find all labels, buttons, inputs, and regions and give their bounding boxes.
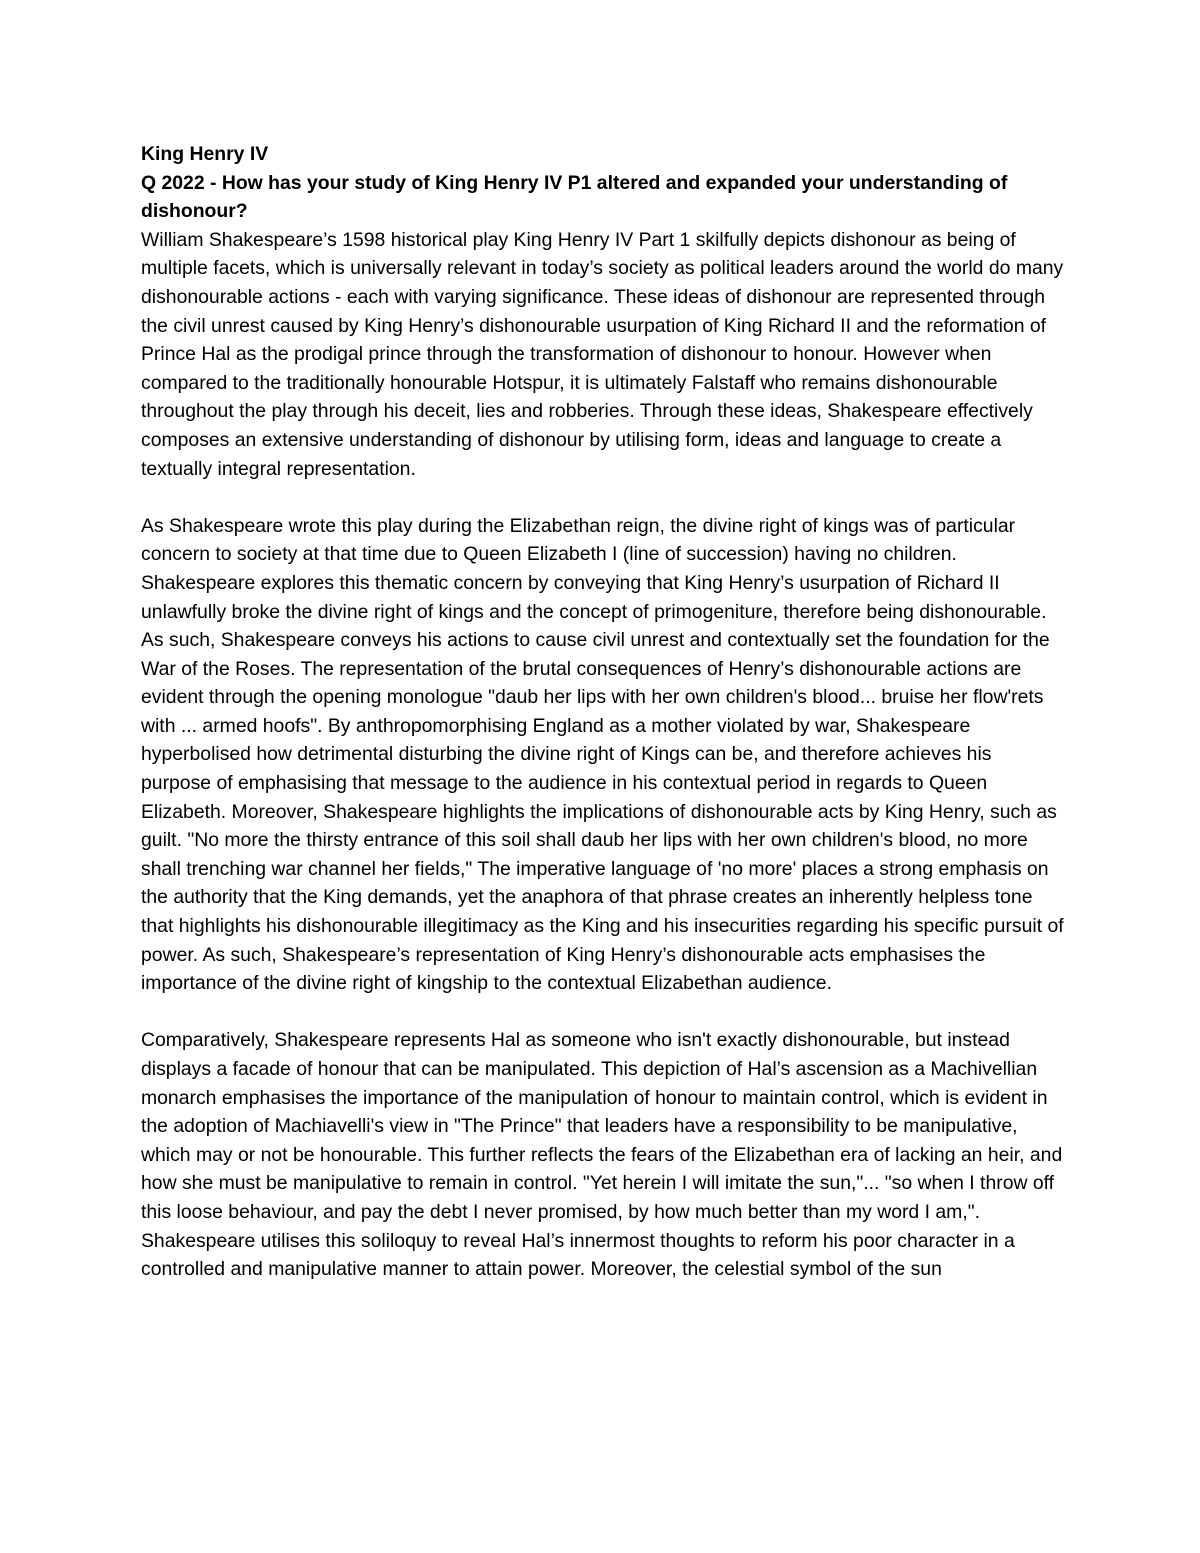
paragraph-spacer [141,998,1066,1027]
document-title: King Henry IV [141,143,269,165]
paragraph-king-henry: As Shakespeare wrote this play during the Elizabethan reign, the divine right of kings was of particular concern to society at that time due to Queen Elizabeth I (line of succession) having no children. Shakespeare explores this thematic concern by conveying that King Henry’s usurpation of Richard II unlawfully broke the divine right of kings and the concept of primogeniture, therefore being dishonourable. As such, Shakespeare conveys his actions to cause civil unrest and contextually set the foundation for the War of the Roses. The representation of the brutal consequences of Henry’s dishonourable actions are evident through the opening monologue "daub her lips with her own children's blood... bruise her flow'rets with ... armed hoofs". By anthropomorphising England as a mother violated by war, Shakespeare hyperbolised how detrimental disturbing the divine right of Kings can be, and therefore achieves his purpose of emphasising that message to the audience in his contextual period in regards to Queen Elizabeth. Moreover, Shakespeare highlights the implications of dishonourable acts by King Henry, such as guilt. "No more the thirsty entrance of this soil shall daub her lips with her own children's blood, no more shall trenching war channel her fields," The imperative language of 'no more' places a strong emphasis on the authority that the King demands, yet the anaphora of that phrase creates an inherently helpless tone that highlights his dishonourable illegitimacy as the King and his insecurities regarding his specific pursuit of power. As such, Shakespeare’s representation of King Henry’s dishonourable acts emphasises the importance of the divine right of kingship to the contextual Elizabethan audience. [141,514,1064,995]
essay-question: Q 2022 - How has your study of King Henry IV P1 altered and expanded your understanding of dishonour? [141,171,1008,223]
paragraph-spacer [141,483,1066,512]
document-page [141,140,1066,1284]
paragraph-hal: Comparatively, Shakespeare represents Hal as someone who isn't exactly dishonourable, but instead displays a facade of honour that can be manipulated. This depiction of Hal’s ascension as a Machivellian monarch emphasises the importance of the manipulation of honour to maintain control, which is evident in the adoption of Machiavelli's view in "The Prince" that leaders have a responsibility to be manipulative, which may or not be honourable. This further reflects the fears of the Elizabethan era of lacking an heir, and how she must be manipulative to remain in control. "Yet herein I will imitate the sun,"... "so when I throw off this loose behaviour, and pay the debt I never promised, by how much better than my word I am,". Shakespeare utilises this soliloquy to reveal Hal’s innermost thoughts to reform his poor character in a controlled and manipulative manner to attain power. Moreover, the celestial symbol of the sun [141,1029,1063,1281]
paragraph-introduction: William Shakespeare’s 1598 historical play King Henry IV Part 1 skilfully depicts dishonour as being of multiple facets, which is universally relevant in today’s society as political leaders around the world do many dishonourable actions - each with varying significance. These ideas of dishonour are represented through the civil unrest caused by King Henry’s dishonourable usurpation of King Richard II and the reformation of Prince Hal as the prodigal prince through the transformation of dishonour to honour. However when compared to the traditionally honourable Hotspur, it is ultimately Falstaff who remains dishonourable throughout the play through his deceit, lies and robberies. Through these ideas, Shakespeare effectively composes an extensive understanding of dishonour by utilising form, ideas and language to create a textually integral representation. [141,228,1064,480]
